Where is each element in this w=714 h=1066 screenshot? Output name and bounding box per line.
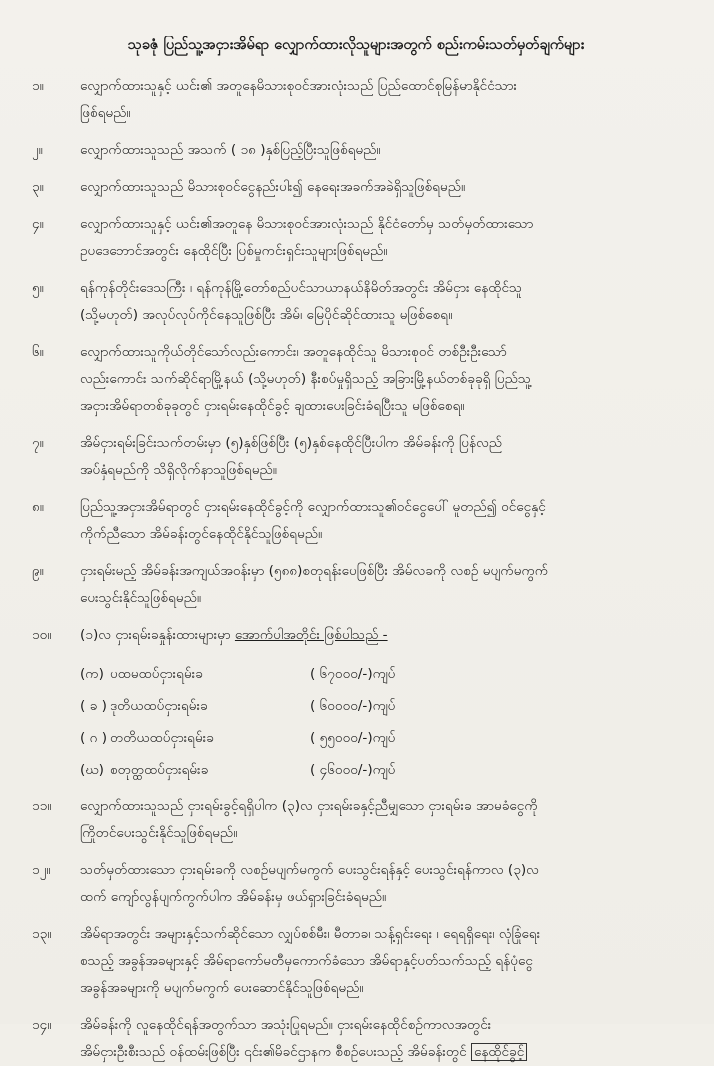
rate-label: (ဃ)	[80, 762, 104, 778]
item-line: လျှောက်ထားသူသည် မိသားစုဝင်ငွေနည်းပါး၍ နေရေးအခက်အခဲရှိသူဖြစ်ရမည်။	[80, 179, 466, 195]
item-line: အပ်နှံရမည်ကို သိရှိလိုက်နာသူဖြစ်ရမည်။	[80, 462, 277, 478]
rate-unit: ကျပ်	[372, 730, 396, 746]
item-line: အခွန်အခများကို မပျက်မကွက် ပေးဆောင်နိုင်သူဖြစ်ရမည်။	[80, 980, 364, 996]
item-text	[80, 73, 688, 127]
list-item	[24, 558, 688, 612]
list-item	[24, 339, 688, 420]
list-item	[24, 494, 688, 548]
boxed-text: နေထိုင်ခွင့်	[471, 1043, 527, 1061]
item10-tail: အောက်ပါအတိုင်း ဖြစ်ပါသည် -	[234, 627, 388, 643]
item-line: ငှားရမ်းမည့် အိမ်ခန်းအကျယ်အဝန်းမှာ (၅၈၈)စတုရန်းပေဖြစ်ပြီး အိမ်လခကို လစဉ် မပျက်မကွက်	[80, 563, 549, 579]
rate-amount: ( ၆၀၀၀၀/-)	[310, 698, 373, 714]
item-line: ရန်ကုန်တိုင်းဒေသကြီး ၊ ရန်ကုန်မြို့တော်စည်ပင်သာယာနယ်နိမိတ်အတွင်း အိမ်ငှား နေထိုင်သူ	[80, 280, 523, 296]
item-line: လည်းကောင်း သက်ဆိုင်ရာမြို့နယ် (သို့မဟုတ်) နီးစပ်မှုရှိသည့် အခြားမြို့နယ်တစ်ခုခုရှိ ပြည်သူ့	[80, 371, 532, 387]
item-number: ၈။	[32, 499, 44, 515]
list-item	[24, 73, 688, 127]
items-list-after	[24, 793, 688, 1002]
rate-amount: ( ၄၆၀၀၀/-)	[310, 762, 373, 778]
item-line: ပြည်သူ့အငှားအိမ်ရာတွင် ငှားရမ်းနေထိုင်ခွင့်ကို လျှောက်ထားသူ၏ဝင်ငွေပေါ် မူတည်၍ ဝင်ငွေနှင့်	[80, 499, 546, 515]
item-number: ၉။	[32, 563, 44, 579]
item-line: အိမ်ခန်းကို လူနေထိုင်ရန်အတွက်သာ အသုံးပြုရမည်။ ငှားရမ်းနေထိုင်စဉ်ကာလအတွင်း	[80, 1017, 492, 1033]
rate-amount: ( ၆၇၀၀၀/-)	[310, 666, 373, 682]
rate-row	[80, 691, 688, 721]
list-item	[24, 137, 688, 164]
item-number: ၇။	[32, 435, 44, 451]
item-number: ၃။	[32, 179, 44, 195]
item-number: ၁၄။	[32, 1017, 52, 1033]
list-item	[24, 174, 688, 201]
list-item	[24, 793, 688, 847]
item-line: လျှောက်ထားသူသည် ငှားရမ်းခွင့်ရရှိပါက (၃)လ ငှားရမ်းခနှင့်ညီမျှသော ငှားရမ်းခ အာမခံငွေကို	[80, 798, 538, 814]
list-item	[24, 275, 688, 329]
list-item	[24, 211, 688, 265]
item-number: ၄။	[32, 216, 44, 232]
rate-row	[80, 723, 688, 753]
item-text	[80, 558, 688, 612]
rate-label: (က)	[80, 666, 104, 682]
item-number: ၁၃။	[32, 926, 52, 942]
item-line: အိမ်ငှားရမ်းခြင်းသက်တမ်းမှာ (၅)နှစ်ဖြစ်ပြီး (၅)နှစ်နေထိုင်ပြီးပါက အိမ်ခန်းကို ပြန်လည်	[80, 435, 502, 451]
item-line: သတ်မှတ်ထားသော ငှားရမ်းခကို လစဉ်မပျက်မကွက် ပေးသွင်းရန်နှင့် ပေးသွင်းရန်ကာလ (၃)လ	[80, 862, 539, 878]
item-text	[80, 211, 688, 265]
rate-unit: ကျပ်	[372, 698, 396, 714]
item-line: ကိုက်ညီသော အိမ်ခန်းတွင်နေထိုင်နိုင်သူဖြစ်ရမည်။	[80, 526, 323, 542]
item-line: လျှောက်ထားသူနှင့် ယင်း၏ အတူနေမိသားစုဝင်အားလုံးသည် ပြည်ထောင်စုမြန်မာနိုင်ငံသား	[80, 78, 517, 94]
item-number: ၂။	[32, 142, 43, 158]
item-text	[80, 137, 688, 164]
item-text	[80, 174, 688, 201]
list-item	[24, 622, 688, 649]
list-item	[24, 921, 688, 1002]
item-text	[80, 494, 688, 548]
rate-list	[24, 659, 688, 785]
item-line: အငှားအိမ်ရာတစ်ခုခုတွင် ငှားရမ်းနေထိုင်ခွင့် ချထားပေးခြင်းခံရပြီးသူ မဖြစ်စေရ။	[80, 398, 465, 414]
item-number: ၁။	[32, 78, 44, 94]
item-number: ၁၂။	[32, 862, 51, 878]
list-item	[24, 857, 688, 911]
item-line: ပေးသွင်းနိုင်သူဖြစ်ရမည်။	[80, 590, 201, 606]
item-line: ကြိုတင်ပေးသွင်းနိုင်သူဖြစ်ရမည်။	[80, 825, 238, 841]
item-line: အိမ်ရာအတွင်း အများနှင့်သက်ဆိုင်သော လျှပ်စစ်မီး၊ မီတာခ၊ သန့်ရှင်းရေး ၊ ရေရရှိရေး၊ လုံခြုံရေး	[80, 926, 541, 942]
list-item	[24, 430, 688, 484]
item-text	[80, 275, 688, 329]
item-text	[80, 622, 688, 649]
item-line: လျှောက်ထားသူနှင့် ယင်း၏အတူနေ မိသားစုဝင်အားလုံးသည် နိုင်ငံတော်မှ သတ်မှတ်ထားသော	[80, 216, 534, 232]
rate-unit: ကျပ်	[372, 666, 396, 682]
item-line: လျှောက်ထားသူကိုယ်တိုင်သော်လည်းကောင်း၊ အတူနေထိုင်သူ မိသားစုဝင် တစ်ဦးဦးသော်	[80, 344, 507, 360]
item-line: (သို့မဟုတ်) အလုပ်လုပ်ကိုင်နေသူဖြစ်ပြီး အိမ်၊ မြေပိုင်ဆိုင်ထားသူ မဖြစ်စေရ။	[80, 307, 453, 323]
item-line: ထက် ကျော်လွန်ပျက်ကွက်ပါက အိမ်ခန်းမှ ဖယ်ရှားခြင်းခံရမည်။	[80, 889, 387, 905]
item-text	[80, 857, 688, 911]
item-line: လျှောက်ထားသူသည် အသက် ( ၁၈ )နှစ်ပြည့်ပြီးသူဖြစ်ရမည်။	[80, 142, 381, 158]
item-number: ၁၁။	[32, 798, 52, 814]
list-item	[24, 1012, 688, 1066]
rate-label: ( ခ )	[80, 698, 107, 714]
item-text	[80, 1012, 688, 1066]
rate-amount: ( ၅၅၀၀၀/-)	[310, 730, 373, 746]
item-line: အိမ်ငှားဦးစီးသည် ဝန်ထမ်းဖြစ်ပြီး ၎င်း၏မိခင်ဌာနက စီစဉ်ပေးသည့် အိမ်ခန်းတွင်	[80, 1044, 467, 1060]
item-number: ၁၀။	[32, 627, 52, 643]
item-line: ဖြစ်ရမည်။	[80, 105, 131, 121]
item-text	[80, 793, 688, 847]
rate-name: ဒုတိယထပ်ငှားရမ်းခ	[110, 698, 208, 714]
rate-row	[80, 755, 688, 785]
item-number: ၅။	[32, 280, 44, 296]
item-text	[80, 921, 688, 1002]
document-title: သုခဇုံ ပြည်သူ့အငှားအိမ်ရာ လျှောက်ထားလိုသူများအတွက် စည်းကမ်းသတ်မှတ်ချက်များ	[127, 37, 585, 53]
rate-name: တတိယထပ်ငှားရမ်းခ	[110, 730, 214, 746]
item-line: ဥပဒေဘောင်အတွင်း နေထိုင်ပြီး ပြစ်မှုကင်းရှင်းသူများဖြစ်ရမည်။	[80, 243, 388, 259]
item-line: စသည့် အခွန်အခများနှင့် အိမ်ရာကော်မတီမှကောက်ခံသော အိမ်ရာနှင့်ပတ်သက်သည့် ရန်ပုံငွေ	[80, 953, 533, 969]
rate-row	[80, 659, 688, 689]
items-list	[24, 73, 688, 612]
rate-unit: ကျပ်	[372, 762, 396, 778]
rate-name: စတုတ္ထထပ်ငှားရမ်းခ	[110, 762, 209, 778]
rate-name: ပထမထပ်ငှားရမ်းခ	[110, 666, 203, 682]
item-text	[80, 339, 688, 420]
item-text	[80, 430, 688, 484]
item-number: ၆။	[32, 344, 44, 360]
item10-lead: (၁)လ ငှားရမ်းခနှုန်းထားများမှာ	[80, 627, 231, 643]
rate-label: ( ဂ )	[80, 730, 108, 746]
